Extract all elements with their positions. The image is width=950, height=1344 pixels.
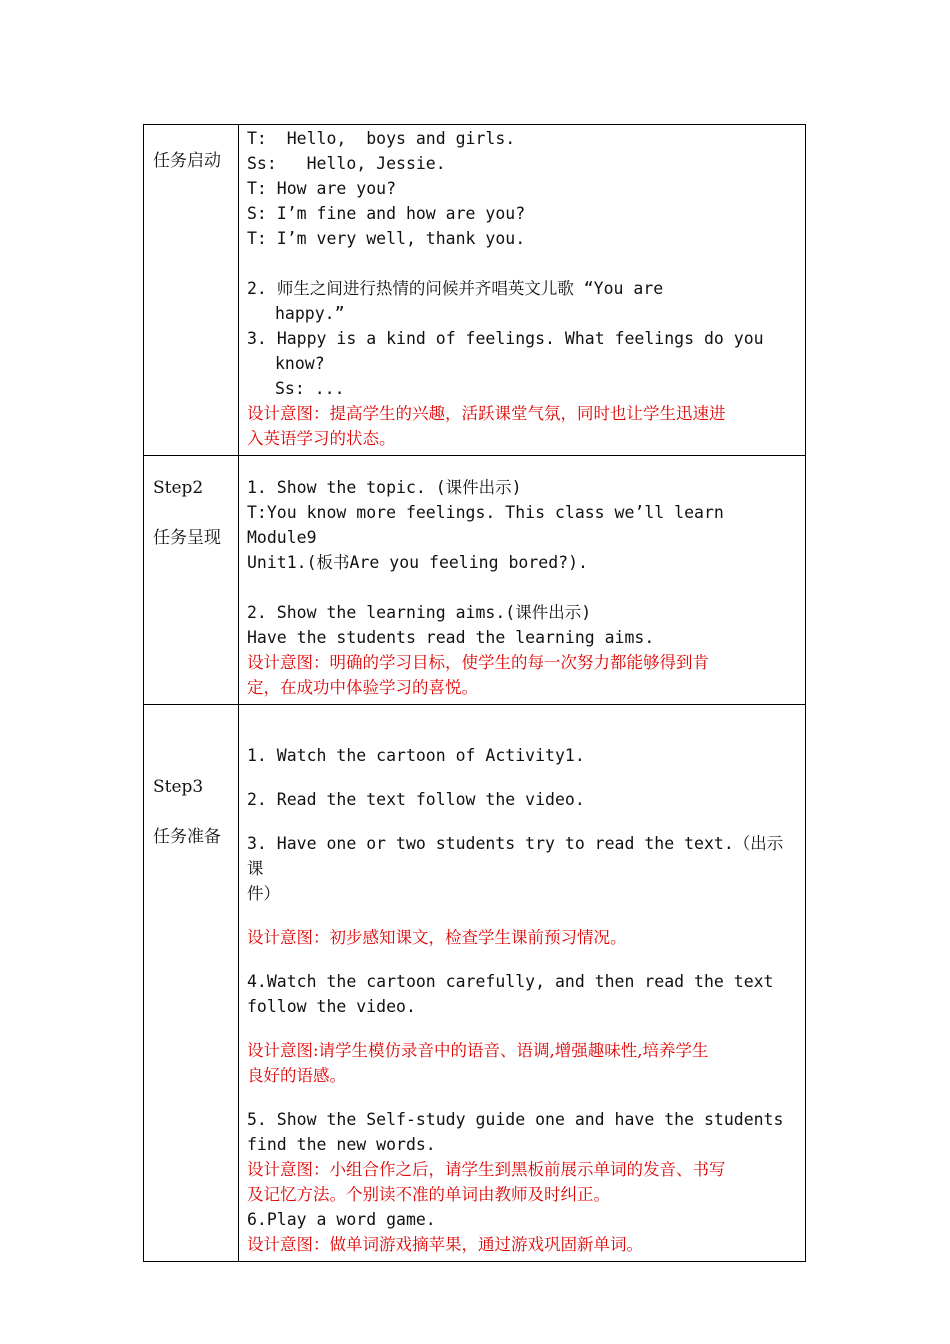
- list-item-continuation: know?: [275, 354, 325, 373]
- content-line: 1. Watch the cartoon of Activity1.: [247, 746, 585, 765]
- content-line: 1. Show the topic. (课件出示): [247, 478, 522, 497]
- design-intent: 及记忆方法。个别读不准的单词由教师及时纠正。: [247, 1185, 610, 1204]
- content-line: 6.Play a word game.: [247, 1210, 436, 1229]
- dialogue-line: S: I’m fine and how are you?: [247, 204, 526, 223]
- content-line: 5. Show the Self-study guide one and have the students: [247, 1110, 784, 1129]
- content-line: 2. Read the text follow the video.: [247, 790, 585, 809]
- list-item: 3. Happy is a kind of feelings. What feelings do you: [247, 329, 764, 348]
- step-label: Step3: [153, 777, 204, 797]
- content-line: T:You know more feelings. This class we’ll learn Module9: [247, 503, 734, 547]
- dialogue-line: Ss: Hello, Jessie.: [247, 154, 446, 173]
- list-item-continuation: Ss: ...: [275, 379, 345, 398]
- step-content-cell: [239, 125, 806, 456]
- content-line: find the new words.: [247, 1135, 436, 1154]
- content-line: 件）: [247, 884, 280, 903]
- content-line: follow the video.: [247, 997, 416, 1016]
- content-line: Unit1.(板书Are you feeling bored?).: [247, 553, 588, 572]
- table-row: [144, 705, 806, 1262]
- design-intent: 设计意图：明确的学习目标，使学生的每一次努力都能够得到肯: [247, 653, 709, 672]
- list-item: 2. 师生之间进行热情的问候并齐唱英文儿歌 “You are: [247, 279, 664, 298]
- design-intent: 定，在成功中体验学习的喜悦。: [247, 678, 478, 697]
- step-label: Step2: [153, 478, 204, 498]
- content-line: Have the students read the learning aims.: [247, 628, 655, 647]
- step-label-cell: [144, 456, 239, 705]
- step-label: 任务准备: [153, 827, 221, 847]
- design-intent: 设计意图:请学生模仿录音中的语音、语调,增强趣味性,培养学生: [247, 1041, 709, 1060]
- table-row: [144, 125, 806, 456]
- design-intent: 设计意图：小组合作之后，请学生到黑板前展示单词的发音、书写: [247, 1160, 726, 1179]
- step-label: 任务启动: [153, 151, 221, 171]
- design-intent: 入英语学习的状态。: [247, 429, 396, 448]
- dialogue-line: T: I’m very well, thank you.: [247, 229, 526, 248]
- design-intent: 设计意图：提高学生的兴趣，活跃课堂气氛，同时也让学生迅速进: [247, 404, 726, 423]
- dialogue-line: T: Hello, boys and girls.: [247, 129, 516, 148]
- table-row: [144, 456, 806, 705]
- design-intent: 良好的语感。: [247, 1066, 346, 1085]
- step-label-cell: [144, 125, 239, 456]
- design-intent: 设计意图：做单词游戏摘苹果，通过游戏巩固新单词。: [247, 1235, 643, 1254]
- design-intent: 设计意图：初步感知课文，检查学生课前预习情况。: [247, 928, 627, 947]
- content-line: 4.Watch the cartoon carefully, and then read the text: [247, 972, 774, 991]
- step-label: 任务呈现: [153, 528, 221, 548]
- content-line: 3. Have one or two students try to read the text.（出示课: [247, 834, 784, 878]
- step-label-cell: [144, 705, 239, 1262]
- dialogue-line: T: How are you?: [247, 179, 397, 198]
- content-line: 2. Show the learning aims.(课件出示): [247, 603, 592, 622]
- list-item-continuation: happy.”: [275, 304, 345, 323]
- step-content-cell: [239, 456, 806, 705]
- step-content-cell: [239, 705, 806, 1262]
- lesson-plan-table: [143, 124, 806, 1262]
